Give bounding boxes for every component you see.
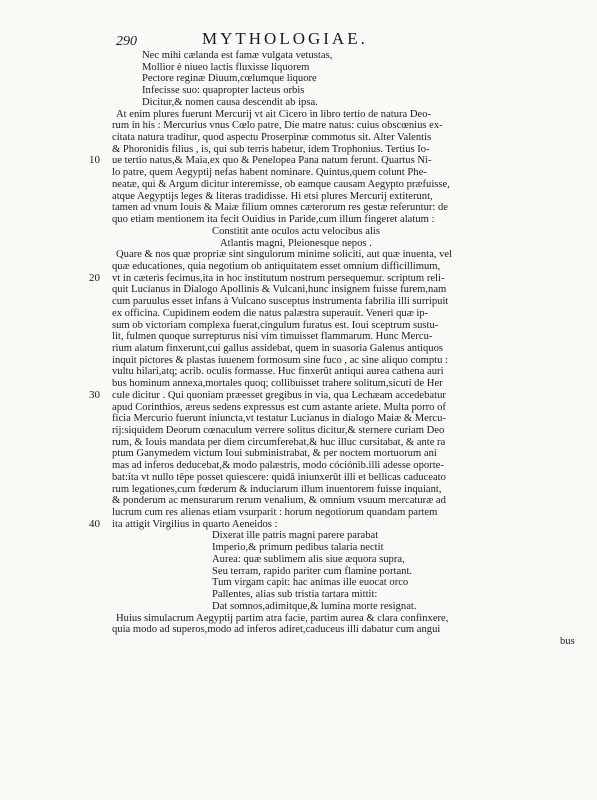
margin-line-number: 30 (89, 388, 100, 401)
margin-line-number: 20 (89, 271, 100, 284)
text-line (112, 437, 582, 449)
margin-line-number: 10 (89, 154, 100, 167)
line-text: atque Aegyptijs leges & literas tradidisse. Hi etsi plures Mercurij extiterunt, (112, 190, 433, 202)
text-line (112, 214, 582, 226)
text-line (112, 507, 582, 519)
line-text: Nec mihi cælanda est famæ vulgata vetustas, (142, 50, 333, 61)
running-head: MYTHOLOGIAE. (202, 29, 368, 48)
line-text: bus hominum annexa,mortales quoq; collibuisset trahere solitum,sicuti de Her (112, 378, 443, 390)
line-text: & Phoronidis filius , is, qui sub terris habetur, idem Trophonius. Tertius Io- (112, 143, 430, 155)
text-line (89, 271, 582, 285)
text-line (112, 448, 582, 460)
text-line (112, 97, 582, 109)
line-text: Imperio,& primum pedibus talaria nectit (212, 542, 384, 554)
line-text: rum in his : Mercurius vnus Cœlo patre, Die matre natus: cuius obscœnius ex- (112, 120, 443, 132)
line-text: sum ob victoriam complexa fuerat,cingulum furatus est. Ioui sceptrum sustu- (112, 319, 439, 331)
text-line (112, 366, 582, 378)
text-line (112, 402, 582, 414)
line-text: Dat somnos,adimitque,& lumina morte resignat. (212, 600, 417, 612)
text-line (112, 85, 582, 97)
line-text: ue tertio natus,& Maia,ex quo & Penelopea Pana natum ferunt. Quartus Ni- (112, 155, 432, 167)
line-text: quit Lucianus in Dialogo Apollinis & Vulcani,hunc insignem fuisse furem,nam (112, 284, 447, 296)
text-line (112, 132, 582, 144)
text-line (112, 530, 582, 542)
line-text: rum, & Iouis mandata per diem circumferebat,& huc illuc cursitabat, & ante ra (112, 436, 446, 448)
text-line (112, 566, 582, 578)
text-line (112, 202, 582, 214)
text-line (112, 144, 582, 156)
text-line (112, 320, 582, 332)
line-text: ficia Mercurio fuerunt iniuncta,vt testatur Lucianus in dialogo Maiæ & Mercu- (112, 413, 446, 425)
text-line (112, 120, 582, 132)
line-text: Seu terram, rapido pariter cum flamine portant. (212, 565, 413, 577)
body-text (89, 50, 582, 648)
line-text: Mollior è niueo lactis fluxisse liquorem (142, 61, 310, 73)
line-text: Dicitur,& nomen causa descendit ab ipsa. (142, 96, 318, 108)
line-text: ptum Ganymedem victum Ioui subministrabat, & per noctem mortuorum ani (112, 448, 437, 460)
text-line (89, 517, 582, 531)
line-text: Aurea: quæ sublimem alis siue æquora supra, (212, 553, 405, 565)
text-line (112, 554, 582, 566)
line-text: At enim plures fuerunt Mercurij vt ait Cicero in libro tertio de natura Deo- (116, 108, 432, 120)
line-text: mas ad inferos deducebat,& modo palæstris, modo cóciónib.illi adesse oporte- (112, 460, 444, 472)
line-text: Quare & nos quæ propriæ sint singulorum minime soliciti, aut quæ inuenta, vel (116, 249, 453, 261)
line-text: rij:siquidem Deorum cœnaculum verrere solitus dicitur,& sternere curiam Deo (112, 425, 445, 436)
text-line (112, 601, 582, 613)
line-text: apud Corinthios, æreus sedens expressus est cum astante ariete. Multa porro of (112, 401, 446, 413)
line-text: cule dicitur . Qui quoniam præesset gregibus in via, qua Lechæam accedebatur (112, 389, 446, 401)
line-text: neatæ, qui & Argum dicitur interemisse, ob eamque causam Aegypto præfuisse, (112, 178, 450, 190)
text-line (112, 378, 582, 390)
line-text: vultu hilari,atq; acrib. oculis formasse. Huc finxerût antiqui aurea cathena auri (112, 366, 444, 378)
line-text: ita attigit Virgilius in quarto Aeneidos : (112, 518, 278, 530)
line-text: bat:ita vt nullo tēpe posset quiescere: quidā iniunxerūt illi et bellicas caduceato (112, 471, 446, 483)
text-line (112, 167, 582, 179)
line-text: Pectore reginæ Diuum,cœlumque liquore (142, 73, 317, 85)
text-line (112, 577, 582, 589)
line-text: bus (560, 635, 575, 647)
page-header (110, 28, 580, 50)
text-line (112, 589, 582, 601)
line-text: & ponderum ac mensurarum rerum venalium, & omnium vsuum mercaturæ ad (112, 495, 446, 507)
line-text: lit, fulmen quoque surrepturus nisi vim timuisset flammarum. Hunc Mercu- (112, 331, 433, 343)
text-line (112, 542, 582, 554)
text-line (112, 613, 582, 625)
text-line (112, 50, 582, 62)
line-text: Atlantis magni, Pleionesque nepos . (220, 237, 372, 249)
line-text: Tum virgam capit: hac animas ille euocat orco (212, 577, 409, 589)
text-line (112, 472, 582, 484)
line-text: Huius simulacrum Aegyptij partim atra facie, partim aurea & clara confinxere, (116, 612, 449, 624)
text-line (112, 413, 582, 425)
text-line (112, 331, 582, 343)
line-text: tamen ad vnum Iouis & Maiæ filium omnes cæterorum res gestæ referuntur: de (112, 202, 448, 214)
text-line (112, 355, 582, 367)
line-text: lo patre, quem Aegyptij nefas habent nominare. Quintus,quem colunt Phe- (112, 167, 427, 179)
text-line (112, 343, 582, 355)
line-text: vt in cæteris fecimus,ita in hoc institutum nostrum persequemur. scriptum reli- (112, 272, 445, 284)
line-text: lucrum cum res alienas etiam vsurparit : horum negotiorum quandam partem (112, 507, 438, 519)
line-text: ex officina. Cupidinem eodem die natus palæstra superauit. Veneri quæ ip- (112, 307, 429, 319)
line-text: cum paruulus esset infans à Vulcano susceptus instrumenta fabrilia illi surripuit (112, 296, 449, 308)
text-line (112, 296, 582, 308)
text-line (112, 109, 582, 121)
text-line (112, 62, 582, 74)
line-text: citata natura traditur, quod aspectu Proserpinæ commotus sit. Alter Valentis (112, 132, 432, 144)
line-text: quia modo ad superos,modo ad inferos adiret,caduceus illi dabatur cum angui (112, 624, 441, 636)
text-line (112, 495, 582, 507)
line-text: rium alatum finxerunt,cui gallus assidebat, quem in suasoria Galenus antiquos (112, 342, 443, 354)
text-line (112, 636, 582, 648)
text-line (112, 284, 582, 296)
line-text: rum legationes,cum fœderum & induciarum illum inuentorem fuisse inquiant, (112, 483, 442, 495)
text-line (112, 73, 582, 85)
text-line (112, 460, 582, 472)
text-line (112, 191, 582, 203)
line-text: quæ educationes, quia negotium ob antiquitatem esset omnium difficillimum, (112, 260, 441, 272)
page-number: 290 (116, 34, 137, 49)
line-text: quo etiam mentionem ita fecit Ouidius in Paride,cum illum fingeret alatum : (112, 214, 435, 226)
text-line (89, 388, 582, 402)
margin-line-number: 40 (89, 517, 100, 530)
line-text: Pallentes, alias sub tristia tartara mittit: (212, 589, 378, 601)
line-text: inquit pictores & plastas iuuenem formosum sine fuco , ac sine aliquo comptu : (112, 354, 448, 366)
text-line (112, 308, 582, 320)
text-line (112, 425, 582, 437)
text-line (112, 238, 582, 250)
text-line (112, 261, 582, 273)
line-text: Infecisse suo: quapropter lacteus orbis (142, 85, 305, 97)
line-text: Constitit ante oculos actu velocibus alis (212, 225, 380, 237)
text-line (112, 226, 582, 238)
text-line (89, 154, 582, 167)
text-line (112, 249, 582, 261)
text-line (112, 179, 582, 191)
text-line (112, 484, 582, 496)
text-line (112, 624, 582, 636)
line-text: Dixerat ille patris magni parere parabat (212, 530, 379, 542)
